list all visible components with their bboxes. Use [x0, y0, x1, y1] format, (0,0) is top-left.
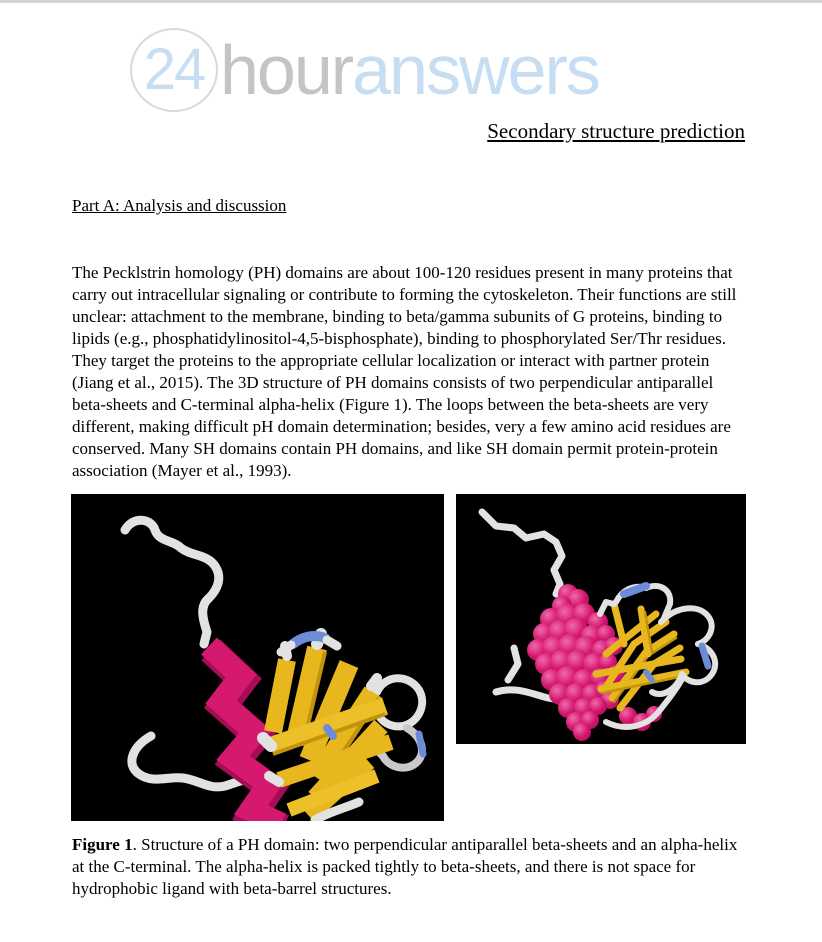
- window-top-border: [0, 0, 822, 3]
- document-title: Secondary structure prediction: [487, 119, 745, 143]
- section-heading: Part A: Analysis and discussion: [72, 196, 287, 215]
- figure-label: Figure 1: [72, 835, 133, 854]
- logo-circle-icon: [130, 28, 218, 112]
- protein-ribbon-image: [71, 494, 444, 821]
- body-paragraph: The Pecklstrin homology (PH) domains are about 100-120 residues present in many proteins that carry out intracellular signaling or contribute to forming the cytoskeleton. Their functions are still unclear: attachment to the membrane, binding to beta/gamma subunits of G proteins, binding to lipids (e.g., phosphatidylinositol-4,5-bisphosphate), binding to phosphorylated Ser/Thr residues. They target the proteins to the appropriate cellular localization or interact with partner protein (Jiang et al., 2015). The 3D structure of PH domains consists of two perpendicular antiparallel beta-sheets and C-terminal alpha-helix (Figure 1). The loops between the beta-sheets are very different, making difficult pH domain determination; besides, very a few amino acid residues are conserved. Many SH domains contain PH domains, and like SH domain permit protein-protein association (Mayer et al., 1993).: [72, 263, 737, 480]
- logo-word-hour: hour: [220, 31, 353, 109]
- figure-caption: [72, 834, 746, 900]
- logo-word-answers: answers: [352, 31, 599, 109]
- figure-1: [71, 494, 822, 821]
- logo-wordmark: [220, 31, 599, 109]
- protein-spheres-image: [456, 494, 746, 744]
- logo-number: 24: [143, 37, 205, 102]
- logo: [130, 27, 822, 113]
- figure-caption-text: . Structure of a PH domain: two perpendicular antiparallel beta-sheets and an alpha-helix at the C-terminal. The alpha-helix is packed tightly to beta-sheets, and there is not space for hydrophobic ligand with beta-barrel structures.: [72, 835, 738, 898]
